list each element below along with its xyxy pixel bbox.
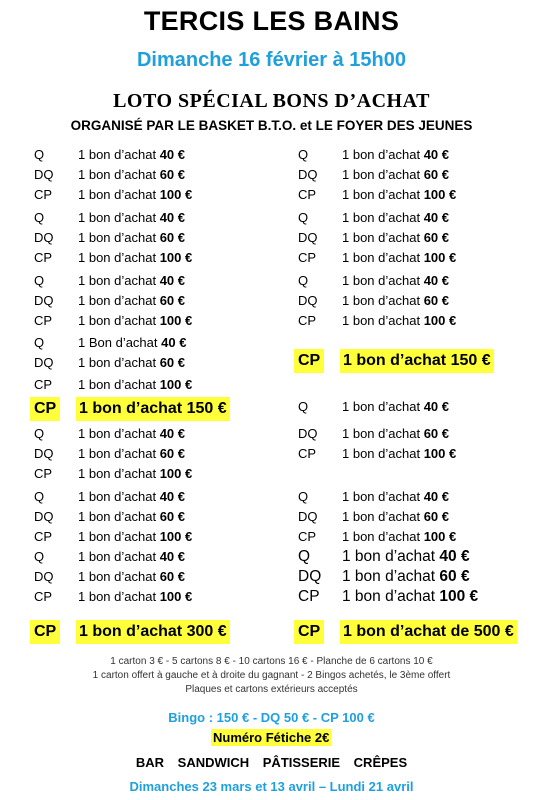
prize-text: 1 bon d’achat (78, 426, 160, 441)
pricing-info: 1 carton 3 € - 5 cartons 8 € - 10 cartons 16 € - Planche de 6 cartons 10 € (110, 656, 433, 667)
game-code: Q (34, 549, 45, 564)
game-code: CP (298, 529, 317, 544)
prize-amount: 40 € (439, 548, 470, 565)
prize-text: 1 bon d’achat (78, 230, 160, 245)
prize-description (78, 248, 192, 268)
prize-text: 1 bon d’achat (342, 167, 424, 182)
next-dates: Dimanches 23 mars et 13 avril – Lundi 21 avril (129, 779, 414, 794)
prize-amount: 60 € (423, 426, 449, 441)
prize-description (78, 271, 185, 291)
game-code: CP (34, 313, 53, 328)
prize-description (78, 311, 192, 331)
game-code: DQ (298, 293, 318, 308)
prize-amount: 60 € (423, 167, 449, 182)
prize-description (78, 208, 185, 228)
prize-amount: 60 € (423, 293, 449, 308)
game-code: DQ (34, 355, 54, 370)
game-code: CP (34, 529, 53, 544)
prize-text: 1 bon d’achat (78, 377, 160, 392)
game-code: DQ (34, 509, 54, 524)
prize-amount: 60 € (159, 355, 185, 370)
prize-amount: 40 € (159, 426, 185, 441)
game-code: Q (298, 548, 311, 565)
prize-text: 1 Bon d’achat (78, 335, 162, 350)
prize-text: 1 bon d’achat (342, 293, 424, 308)
prize-text: 1 bon d’achat (342, 187, 424, 202)
prize-text: 1 bon d’achat (78, 293, 160, 308)
prize-description (342, 397, 449, 417)
prize-amount: 40 € (159, 147, 185, 162)
event-name: LOTO SPÉCIAL BONS D’ACHAT (113, 90, 430, 112)
prize-text: 1 bon d’achat (342, 273, 424, 288)
prize-text: 1 bon d’achat (78, 529, 160, 544)
prize-amount: 60 € (159, 230, 185, 245)
prize-text: 1 bon d’achat (78, 509, 160, 524)
prize-description (342, 527, 456, 547)
prize-text: 1 bon d’achat (78, 549, 160, 564)
prize-description (78, 228, 185, 248)
prize-description (78, 185, 192, 205)
game-code: DQ (34, 167, 54, 182)
prize-description (342, 185, 456, 205)
prize-text: 1 bon d’achat (78, 187, 160, 202)
prize-description (78, 507, 185, 527)
accepted-info: Plaques et cartons extérieurs acceptés (185, 684, 358, 695)
prize-description (78, 567, 185, 587)
prize-text: 1 bon d’achat (342, 147, 424, 162)
event-date: Dimanche 16 février à 15h00 (136, 49, 407, 71)
prize-amount: 100 € (159, 313, 193, 328)
game-code: DQ (34, 230, 54, 245)
game-code: Q (298, 210, 309, 225)
prize-text: 1 bon d’achat (342, 230, 424, 245)
prize-amount: 40 € (423, 273, 449, 288)
game-code: Q (298, 399, 309, 414)
prize-amount: 40 € (159, 489, 185, 504)
game-code: CP (298, 187, 317, 202)
prize-amount: 40 € (423, 489, 449, 504)
prize-text: 1 bon d’achat (78, 466, 160, 481)
prize-description (78, 165, 185, 185)
prize-description (78, 145, 185, 165)
prize-amount: 100 € (159, 529, 193, 544)
prize-description (78, 587, 192, 607)
prize-amount: 100 € (439, 588, 479, 605)
prize-amount: 100 € (423, 250, 457, 265)
prize-amount: 60 € (439, 568, 470, 585)
game-code: DQ (34, 446, 54, 461)
game-code: CP (34, 250, 53, 265)
organizers: ORGANISÉ PAR LE BASKET B.T.O. et LE FOYER DES JEUNES (70, 118, 473, 133)
prize-text: 1 bon d’achat (78, 250, 160, 265)
prize-amount: 100 € (159, 250, 193, 265)
prize-amount: 40 € (159, 210, 185, 225)
prize-description (342, 424, 449, 444)
game-code: CP (298, 588, 320, 605)
prize-text: 1 bon d’achat (342, 489, 424, 504)
game-code: DQ (34, 569, 54, 584)
game-code: Q (34, 426, 45, 441)
offer-info: 1 carton offert à gauche et à droite du gagnant - 2 Bingos achetés, le 3ème offert (92, 670, 451, 681)
game-code: Q (298, 273, 309, 288)
prize-description (78, 353, 185, 373)
highlight-code: CP (30, 620, 60, 644)
prize-description (342, 587, 478, 607)
prize-amount: 40 € (423, 147, 449, 162)
game-code: CP (298, 446, 317, 461)
prize-description (78, 333, 186, 353)
prize-amount: 40 € (159, 273, 185, 288)
prize-description (342, 311, 456, 331)
prize-description (342, 228, 449, 248)
prize-description (78, 487, 185, 507)
prize-text: 1 bon d’achat (78, 446, 160, 461)
prize-description (78, 464, 192, 484)
prize-description (78, 375, 192, 395)
prize-amount: 40 € (159, 549, 185, 564)
prize-amount: 100 € (423, 446, 457, 461)
prize-text: 1 bon d’achat (342, 588, 440, 605)
lucky-number: Numéro Fétiche 2€ (213, 730, 330, 745)
prize-text: 1 bon d’achat (78, 313, 160, 328)
prize-description (342, 291, 449, 311)
game-code: Q (34, 273, 45, 288)
game-code: DQ (298, 509, 318, 524)
game-code: CP (298, 313, 317, 328)
game-code: Q (298, 489, 309, 504)
prize-description (342, 487, 449, 507)
services-list: BAR SANDWICH PÂTISSERIE CRÊPES (135, 755, 408, 770)
prize-description (342, 567, 470, 587)
highlight-code: CP (30, 397, 60, 421)
prize-amount: 40 € (423, 210, 449, 225)
game-code: Q (34, 335, 45, 350)
game-code: DQ (298, 426, 318, 441)
prize-text: 1 bon d’achat (342, 313, 424, 328)
game-code: Q (34, 489, 45, 504)
game-code: CP (34, 187, 53, 202)
prize-text: 1 bon d’achat (342, 399, 424, 414)
prize-description (78, 527, 192, 547)
prize-description (342, 165, 449, 185)
prize-description (78, 424, 185, 444)
prize-amount: 100 € (423, 313, 457, 328)
prize-description (342, 507, 449, 527)
prize-description (342, 208, 449, 228)
prize-text: 1 bon d’achat (78, 167, 160, 182)
game-code: Q (34, 210, 45, 225)
game-code: DQ (298, 230, 318, 245)
prize-text: 1 bon d’achat (342, 509, 424, 524)
prize-amount: 60 € (159, 167, 185, 182)
prize-amount: 100 € (159, 377, 193, 392)
prize-text: 1 bon d’achat (78, 589, 160, 604)
prize-description (78, 291, 185, 311)
prize-text: 1 bon d’achat (342, 446, 424, 461)
prize-description (78, 547, 185, 567)
prize-text: 1 bon d’achat (78, 210, 160, 225)
prize-amount: 40 € (423, 399, 449, 414)
prize-text: 1 bon d’achat (78, 489, 160, 504)
prize-text: 1 bon d’achat (78, 147, 160, 162)
prize-description (78, 444, 185, 464)
prize-description (342, 248, 456, 268)
game-code: CP (34, 377, 53, 392)
prize-amount: 100 € (423, 529, 457, 544)
prize-amount: 100 € (159, 187, 193, 202)
highlight-code: CP (294, 620, 324, 644)
prize-amount: 100 € (423, 187, 457, 202)
prize-text: 1 bon d’achat (342, 250, 424, 265)
prize-amount: 60 € (423, 509, 449, 524)
game-code: DQ (298, 167, 318, 182)
prize-amount: 60 € (423, 230, 449, 245)
bingo-prizes: Bingo : 150 € - DQ 50 € - CP 100 € (168, 710, 375, 725)
prize-amount: 40 € (161, 335, 187, 350)
highlight-text: 1 bon d’achat 150 € (340, 349, 494, 373)
game-code: CP (298, 250, 317, 265)
prize-description (342, 271, 449, 291)
prize-amount: 60 € (159, 446, 185, 461)
highlight-text: 1 bon d’achat 300 € (76, 620, 230, 644)
highlight-text: 1 bon d’achat 150 € (76, 397, 230, 421)
game-code: DQ (34, 293, 54, 308)
prize-description (342, 547, 470, 567)
prize-text: 1 bon d’achat (342, 548, 440, 565)
event-title: TERCIS LES BAINS (143, 6, 400, 36)
prize-description (342, 444, 456, 464)
prize-description (342, 145, 449, 165)
highlight-text: 1 bon d’achat de 500 € (340, 620, 517, 644)
prize-amount: 60 € (159, 569, 185, 584)
game-code: Q (34, 147, 45, 162)
prize-amount: 60 € (159, 509, 185, 524)
prize-amount: 100 € (159, 589, 193, 604)
game-code: Q (298, 147, 309, 162)
game-code: CP (34, 589, 53, 604)
prize-amount: 100 € (159, 466, 193, 481)
prize-amount: 60 € (159, 293, 185, 308)
game-code: CP (34, 466, 53, 481)
prize-text: 1 bon d’achat (342, 426, 424, 441)
highlight-code: CP (294, 349, 324, 373)
prize-text: 1 bon d’achat (78, 355, 160, 370)
prize-text: 1 bon d’achat (78, 569, 160, 584)
prize-text: 1 bon d’achat (342, 210, 424, 225)
prize-text: 1 bon d’achat (78, 273, 160, 288)
prize-text: 1 bon d’achat (342, 529, 424, 544)
game-code: DQ (298, 568, 322, 585)
prize-text: 1 bon d’achat (342, 568, 440, 585)
